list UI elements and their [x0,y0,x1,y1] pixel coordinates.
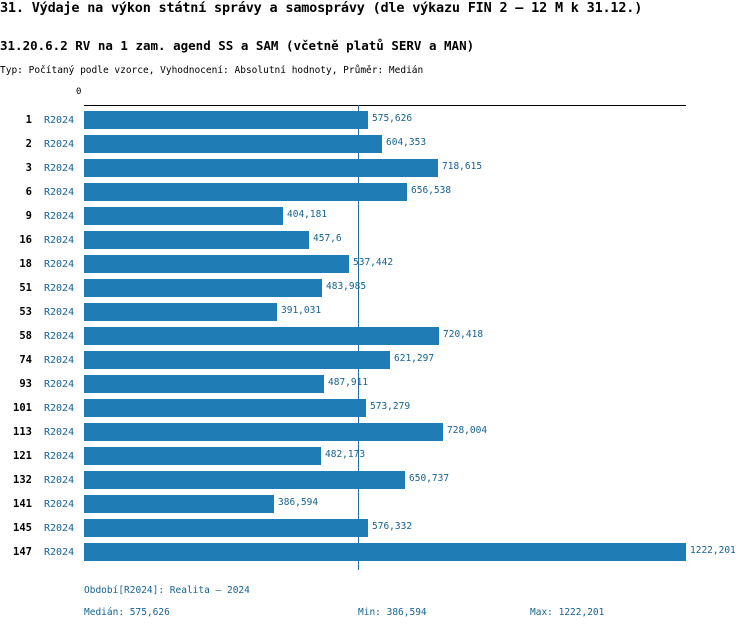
chart-meta-line: Typ: Počítaný podle vzorce, Vyhodnocení: Absolutní hodnoty, Průměr: Medián [0,65,424,76]
bar-row [0,204,750,228]
bar-value-label: 391,031 [281,305,322,316]
bar-value-label: 604,353 [386,137,427,148]
bar-row [0,492,750,516]
row-index-label: 132 [13,474,32,486]
bar[interactable] [84,423,443,441]
row-index-label: 147 [13,546,32,558]
bar-value-label: 575,626 [372,113,413,124]
row-index-label: 18 [19,258,32,270]
bar-value-label: 1222,201 [690,545,736,556]
bar-track [84,207,283,225]
bar[interactable] [84,159,438,177]
bar[interactable] [84,207,283,225]
row-period-label: R2024 [44,546,75,558]
bar[interactable] [84,231,309,249]
bar-row [0,540,750,564]
bar-value-label: 386,594 [278,497,319,508]
bar-track [84,303,277,321]
bar-row [0,420,750,444]
bar[interactable] [84,375,324,393]
row-period-label: R2024 [44,402,75,414]
bar-row [0,324,750,348]
row-period-label: R2024 [44,306,75,318]
legend-entry: Období[R2024]: Realita – 2024 [84,585,250,596]
row-index-label: 121 [13,450,32,462]
bar[interactable] [84,279,322,297]
row-period-label: R2024 [44,210,75,222]
row-period-label: R2024 [44,186,75,198]
bar-track [84,399,366,417]
bar-value-label: 728,004 [447,425,488,436]
row-period-label: R2024 [44,498,75,510]
bar-track [84,543,686,561]
row-index-label: 1 [25,114,32,126]
stat-max: Max: 1222,201 [530,607,605,618]
bar-track [84,159,438,177]
bar-value-label: 487,911 [328,377,369,388]
row-period-label: R2024 [44,234,75,246]
row-index-label: 74 [19,354,32,366]
bar[interactable] [84,543,686,561]
bar-track [84,279,322,297]
chart-footer [0,585,750,630]
bar-row [0,516,750,540]
bar-value-label: 576,332 [372,521,413,532]
bar-value-label: 720,418 [443,329,484,340]
chart-subtitle: 31.20.6.2 RV na 1 zam. agend SS a SAM (včetně platů SERV a MAN) [0,38,475,53]
page-title: 31. Výdaje na výkon státní správy a samosprávy (dle výkazu FIN 2 – 12 M k 31.12.) [0,0,643,16]
row-period-label: R2024 [44,138,75,150]
row-period-label: R2024 [44,282,75,294]
bar-track [84,135,382,153]
bar-value-label: 483,985 [326,281,367,292]
bar-track [84,111,368,129]
bar-row [0,300,750,324]
bar-value-label: 621,297 [394,353,435,364]
bar[interactable] [84,399,366,417]
bar-track [84,351,390,369]
row-index-label: 53 [19,306,32,318]
bar-track [84,495,274,513]
row-index-label: 3 [25,162,32,174]
bar-value-label: 656,538 [411,185,452,196]
bar[interactable] [84,519,368,537]
bar-row [0,444,750,468]
bar-row [0,132,750,156]
bar-track [84,183,407,201]
row-period-label: R2024 [44,450,75,462]
bar[interactable] [84,471,405,489]
bar-track [84,519,368,537]
row-index-label: 6 [25,186,32,198]
chart-plot-area [0,105,750,570]
row-index-label: 2 [25,138,32,150]
bar-rows [0,108,750,564]
row-index-label: 141 [13,498,32,510]
row-period-label: R2024 [44,522,75,534]
row-period-label: R2024 [44,354,75,366]
row-index-label: 113 [13,426,32,438]
bar-track [84,423,443,441]
bar-row [0,252,750,276]
row-period-label: R2024 [44,426,75,438]
bar-row [0,276,750,300]
bar[interactable] [84,327,439,345]
bar-track [84,231,309,249]
stat-median: Medián: 575,626 [84,607,170,618]
bar-row [0,372,750,396]
bar-track [84,327,439,345]
bar-value-label: 537,442 [353,257,394,268]
bar[interactable] [84,135,382,153]
bar-row [0,180,750,204]
bar-value-label: 718,615 [442,161,483,172]
row-period-label: R2024 [44,474,75,486]
bar-track [84,375,324,393]
bar[interactable] [84,111,368,129]
row-index-label: 58 [19,330,32,342]
row-index-label: 145 [13,522,32,534]
bar-row [0,348,750,372]
row-index-label: 51 [19,282,32,294]
row-period-label: R2024 [44,114,75,126]
axis-top-line [84,105,686,106]
bar-row [0,396,750,420]
row-index-label: 9 [25,210,32,222]
stat-min: Min: 386,594 [358,607,427,618]
bar-track [84,447,321,465]
row-period-label: R2024 [44,330,75,342]
bar[interactable] [84,255,349,273]
row-index-label: 101 [13,402,32,414]
bar-track [84,471,405,489]
bar-value-label: 404,181 [287,209,328,220]
bar-row [0,108,750,132]
bar-row [0,228,750,252]
row-period-label: R2024 [44,258,75,270]
bar[interactable] [84,351,390,369]
bar-value-label: 650,737 [409,473,450,484]
bar-row [0,156,750,180]
row-index-label: 93 [19,378,32,390]
row-period-label: R2024 [44,162,75,174]
row-index-label: 16 [19,234,32,246]
bar[interactable] [84,183,407,201]
bar-value-label: 457,6 [313,233,342,244]
bar[interactable] [84,495,274,513]
bar-value-label: 573,279 [370,401,411,412]
bar-value-label: 482,173 [325,449,366,460]
bar[interactable] [84,303,277,321]
row-period-label: R2024 [44,378,75,390]
bar-track [84,255,349,273]
bar[interactable] [84,447,321,465]
bar-row [0,468,750,492]
axis-tick-zero: 0 [76,87,82,97]
